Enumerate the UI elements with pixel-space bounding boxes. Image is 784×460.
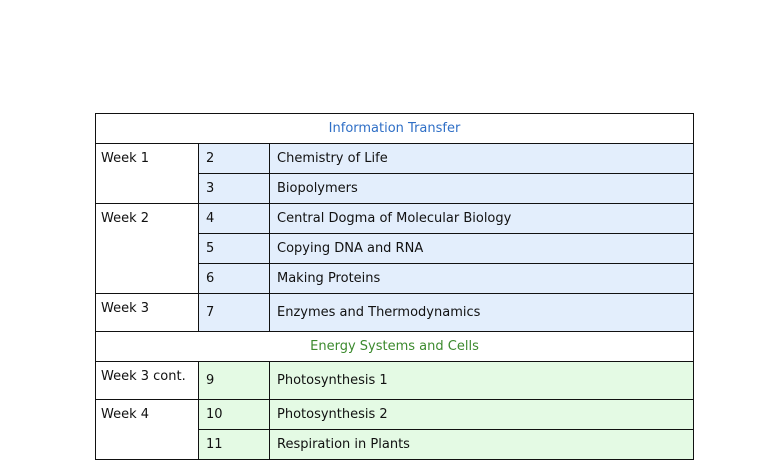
week-cell: Week 4 — [96, 400, 199, 460]
lecture-number-cell: 4 — [199, 204, 270, 234]
section-header: Energy Systems and Cells — [96, 332, 694, 362]
lecture-number-cell: 6 — [199, 264, 270, 294]
lecture-number-cell: 5 — [199, 234, 270, 264]
section-header-row — [96, 332, 694, 362]
lecture-topic-cell: Photosynthesis 2 — [270, 400, 694, 430]
section-header: Information Transfer — [96, 114, 694, 144]
lecture-number-cell: 2 — [199, 144, 270, 174]
lecture-number-cell: 10 — [199, 400, 270, 430]
week-cell: Week 3 cont. — [96, 362, 199, 400]
lecture-topic-cell: Copying DNA and RNA — [270, 234, 694, 264]
table-row — [96, 362, 694, 400]
table-row — [96, 144, 694, 174]
week-cell: Week 3 — [96, 294, 199, 332]
week-cell: Week 2 — [96, 204, 199, 294]
schedule-body — [96, 114, 694, 460]
lecture-topic-cell: Respiration in Plants — [270, 430, 694, 460]
lecture-number-cell: 3 — [199, 174, 270, 204]
lecture-number-cell: 7 — [199, 294, 270, 332]
lecture-topic-cell: Photosynthesis 1 — [270, 362, 694, 400]
lecture-topic-cell: Biopolymers — [270, 174, 694, 204]
course-schedule-table — [95, 113, 694, 460]
lecture-topic-cell: Making Proteins — [270, 264, 694, 294]
lecture-topic-cell: Central Dogma of Molecular Biology — [270, 204, 694, 234]
table-row — [96, 294, 694, 332]
lecture-topic-cell: Chemistry of Life — [270, 144, 694, 174]
week-cell: Week 1 — [96, 144, 199, 204]
lecture-number-cell: 11 — [199, 430, 270, 460]
section-header-row — [96, 114, 694, 144]
table-row — [96, 204, 694, 234]
lecture-topic-cell: Enzymes and Thermodynamics — [270, 294, 694, 332]
table-row — [96, 400, 694, 430]
lecture-number-cell: 9 — [199, 362, 270, 400]
